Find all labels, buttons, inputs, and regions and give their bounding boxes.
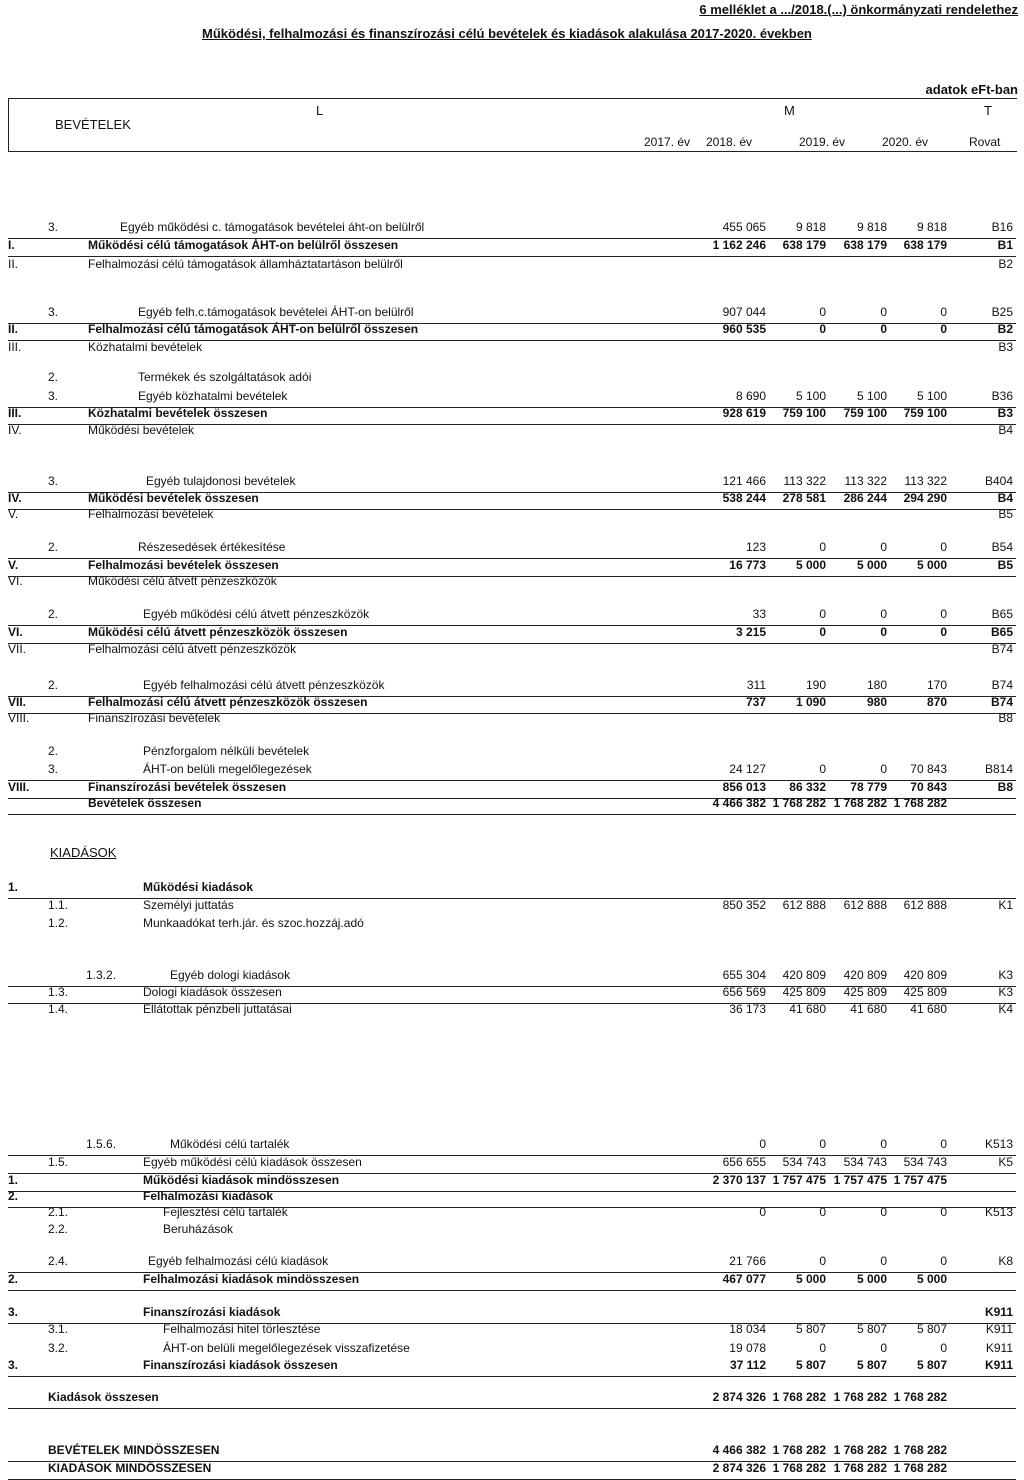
row-number: 2. [48, 678, 59, 692]
value-2019: 5 100 [856, 389, 887, 403]
value-2020: 70 843 [910, 762, 947, 776]
value-2018: 0 [819, 607, 826, 621]
value-2020: 5 000 [916, 558, 947, 572]
rovat-code: B8 [997, 780, 1013, 794]
value-2019: 113 322 [844, 474, 887, 488]
value-2020: 5 807 [916, 1322, 947, 1336]
row-label: Beruházások [163, 1222, 234, 1236]
rovat-code: B2 [997, 322, 1013, 336]
row-number: VI. [8, 574, 23, 588]
row-number: III. [8, 406, 22, 420]
row-number: 2. [8, 1272, 19, 1286]
value-2019: 612 888 [843, 898, 887, 912]
value-2019: 286 244 [843, 491, 887, 505]
row-number: 2. [48, 744, 59, 758]
rovat-code: B4 [997, 491, 1013, 505]
row-label: Dologi kiadások összesen [143, 985, 282, 999]
table-row [8, 914, 1016, 934]
value-2018: 113 322 [783, 474, 826, 488]
value-2017: 0 [759, 1205, 766, 1219]
table-row [8, 1459, 1016, 1480]
rovat-code: B74 [991, 678, 1013, 692]
table-row [8, 1220, 1016, 1240]
row-number: 1. [8, 880, 19, 894]
row-number: II. [8, 322, 19, 336]
value-2017: 19 078 [729, 1341, 766, 1355]
value-2020: 170 [926, 678, 947, 692]
row-number: 1. [8, 1173, 19, 1187]
row-label: Pénzforgalom nélküli bevételek [143, 744, 310, 758]
value-2020: 0 [940, 1254, 947, 1268]
row-label: Felhalmozási célú átvett pénzeszközök [88, 642, 297, 656]
row-label: Működési bevételek összesen [88, 491, 259, 505]
value-2017: 36 173 [729, 1002, 766, 1016]
row-label: Egyéb közhatalmi bevételek [138, 389, 288, 403]
value-2019: 1 757 475 [833, 1173, 887, 1187]
row-label: Finanszírozási kiadások [143, 1305, 281, 1319]
value-2020: 759 100 [903, 406, 947, 420]
value-2020: 0 [940, 1137, 947, 1151]
value-2017: 656 569 [722, 985, 766, 999]
value-2017: 0 [759, 1137, 766, 1151]
rovat-code: K3 [998, 968, 1013, 982]
rovat-code: K4 [998, 1002, 1013, 1016]
value-2019: 5 807 [856, 1358, 887, 1372]
rovat-code: B36 [991, 389, 1013, 403]
rovat-code: B8 [998, 711, 1013, 725]
table-row [8, 640, 1016, 660]
value-2019: 5 000 [856, 558, 887, 572]
value-2020: 0 [940, 625, 947, 639]
value-2020: 425 809 [903, 985, 947, 999]
value-2020: 5 807 [916, 1358, 947, 1372]
row-label: Felhalmozási hitel törlesztése [163, 1322, 321, 1336]
value-2017: 4 466 382 [712, 1443, 766, 1457]
row-label: Működési célú átvett pénzeszközök [88, 574, 277, 588]
value-2020: 534 743 [903, 1155, 947, 1169]
row-number: V. [8, 507, 19, 521]
value-2017: 8 690 [735, 389, 766, 403]
value-2018: 0 [819, 625, 826, 639]
value-2017: 2 370 137 [712, 1173, 766, 1187]
table-row [8, 1388, 1016, 1409]
row-number: 3. [48, 305, 59, 319]
value-2017: 538 244 [722, 491, 766, 505]
value-2017: 123 [745, 540, 766, 554]
row-number: VII. [8, 695, 27, 709]
rovat-code: B2 [998, 257, 1013, 271]
value-2019: 1 768 282 [833, 796, 887, 810]
row-number: 2.1. [48, 1205, 69, 1219]
rovat-code: B1 [997, 238, 1013, 252]
rovat-code: B5 [997, 558, 1013, 572]
value-2019: 0 [880, 1341, 887, 1355]
rovat-code: B404 [984, 474, 1013, 488]
value-2017: 2 874 326 [712, 1390, 766, 1404]
value-2019: 78 779 [850, 780, 887, 794]
value-2019: 0 [880, 1137, 887, 1151]
value-2019: 41 680 [850, 1002, 887, 1016]
row-label: Finanszírozási bevételek összesen [88, 780, 287, 794]
rovat-code: B25 [991, 305, 1013, 319]
value-2019: 0 [880, 1254, 887, 1268]
value-2020: 113 322 [904, 474, 947, 488]
rovat-code: B5 [998, 507, 1013, 521]
value-2019: 0 [880, 540, 887, 554]
value-2020: 1 757 475 [893, 1173, 947, 1187]
table-header [8, 98, 1017, 152]
row-label: Egyéb dologi kiadások [170, 968, 291, 982]
row-label: Finanszírozási kiadások összesen [143, 1358, 338, 1372]
col-2018: 2018. év [706, 135, 753, 149]
table-row [8, 505, 1016, 525]
row-label: Egyéb felhalmozási célú átvett pénzeszközök [143, 678, 385, 692]
value-2017: 655 304 [722, 968, 766, 982]
row-number: VIII. [8, 711, 30, 725]
value-2020: 1 768 282 [893, 1461, 947, 1475]
row-number: 3. [48, 220, 59, 234]
row-label: Működési bevételek [88, 423, 195, 437]
value-2020: 41 680 [910, 1002, 947, 1016]
table-row [8, 709, 1016, 729]
rovat-code: K911 [985, 1341, 1013, 1355]
rovat-code: B3 [998, 340, 1013, 354]
unit-label: adatok eFt-ban [925, 82, 1018, 97]
rovat-code: K5 [998, 1155, 1013, 1169]
value-2020: 294 290 [903, 491, 947, 505]
row-label: Egyéb működési c. támogatások bevételei áht-on belülről [120, 220, 425, 234]
rovat-code: K911 [985, 1322, 1013, 1336]
row-label: Egyéb működési célú átvett pénzeszközök [143, 607, 370, 621]
value-2017: 18 034 [729, 1322, 766, 1336]
row-number: 2.2. [48, 1222, 69, 1236]
row-label: Közhatalmi bevételek összesen [88, 406, 268, 420]
rovat-code: B16 [991, 220, 1013, 234]
row-label: Bevételek összesen [88, 796, 202, 810]
row-label: KIADÁSOK MINDÖSSZESEN [48, 1461, 212, 1475]
row-label: Közhatalmi bevételek [88, 340, 203, 354]
rovat-code: K1 [998, 898, 1013, 912]
header-letter-m: M [784, 103, 795, 118]
value-2020: 0 [940, 1341, 947, 1355]
row-number: 1.1. [48, 898, 69, 912]
row-label: Felhalmozási célú átvett pénzeszközök összesen [88, 695, 368, 709]
value-2017: 656 655 [722, 1155, 766, 1169]
row-label: Személyi juttatás [143, 898, 234, 912]
annex-reference: 6 melléklet a .../2018.(...) önkormányzati rendelethez [699, 2, 1018, 17]
header-letter-l: L [316, 103, 324, 118]
value-2017: 928 619 [722, 406, 766, 420]
row-number: V. [8, 558, 19, 572]
value-2019: 0 [880, 305, 887, 319]
row-number: I. [8, 238, 15, 252]
value-2018: 0 [819, 322, 826, 336]
row-number: 3.2. [48, 1341, 69, 1355]
value-2019: 1 768 282 [833, 1443, 887, 1457]
rovat-code: K911 [984, 1358, 1013, 1372]
value-2019: 638 179 [843, 238, 887, 252]
value-2018: 1 768 282 [772, 1390, 826, 1404]
value-2017: 2 874 326 [712, 1461, 766, 1475]
row-number: 3. [48, 762, 59, 776]
value-2017: 737 [745, 695, 766, 709]
row-number: 2. [48, 540, 59, 554]
col-2017: 2017. év [644, 135, 691, 149]
table-row [8, 338, 1016, 358]
row-label: Működési kiadások mindösszesen [143, 1173, 340, 1187]
value-2017: 856 013 [722, 780, 766, 794]
value-2018: 1 757 475 [772, 1173, 826, 1187]
value-2020: 0 [940, 305, 947, 319]
value-2018: 86 332 [789, 780, 826, 794]
value-2018: 5 100 [795, 389, 826, 403]
table-row [8, 1320, 1016, 1340]
value-2017: 16 773 [729, 558, 766, 572]
value-2018: 0 [819, 1341, 826, 1355]
value-2017: 907 044 [722, 305, 766, 319]
row-label: Egyéb felhalmozási célú kiadások [148, 1254, 329, 1268]
value-2018: 638 179 [782, 238, 826, 252]
row-number: IV. [8, 423, 22, 437]
row-label: Egyéb működési célú kiadások összesen [143, 1155, 362, 1169]
value-2018: 534 743 [782, 1155, 826, 1169]
rovat-code: B814 [984, 762, 1013, 776]
value-2018: 420 809 [782, 968, 826, 982]
table-row [8, 1000, 1016, 1020]
row-number: 1.3. [48, 985, 69, 999]
value-2020: 612 888 [903, 898, 947, 912]
value-2019: 534 743 [843, 1155, 887, 1169]
row-label: Működési kiadások [143, 880, 254, 894]
value-2017: 37 112 [729, 1358, 766, 1372]
value-2018: 1 768 282 [772, 1461, 826, 1475]
value-2018: 759 100 [782, 406, 826, 420]
table-row [8, 742, 1016, 762]
row-label: Részesedések értékesítése [138, 540, 286, 554]
row-label: Finanszírozási bevételek [88, 711, 221, 725]
value-2017: 3 215 [735, 625, 766, 639]
rovat-code: K513 [984, 1137, 1013, 1151]
row-label: Felhalmozási célú támogatások államháztatartáson belülről [88, 257, 403, 271]
value-2020: 70 843 [910, 780, 947, 794]
row-number: 3. [48, 474, 59, 488]
rovat-code: B3 [997, 406, 1013, 420]
value-2017: 24 127 [729, 762, 766, 776]
value-2018: 5 807 [795, 1322, 826, 1336]
value-2017: 467 077 [722, 1272, 766, 1286]
value-2020: 1 768 282 [893, 796, 947, 810]
value-2019: 9 818 [856, 220, 887, 234]
row-number: 1.3.2. [86, 968, 117, 982]
row-label: Egyéb felh.c.támogatások bevételei ÁHT-on belülről [138, 305, 414, 319]
col-2019: 2019. év [799, 135, 846, 149]
value-2019: 1 768 282 [833, 1461, 887, 1475]
table-row [8, 1270, 1016, 1291]
table-row [8, 368, 1016, 388]
value-2017: 311 [746, 678, 766, 692]
row-number: VII. [8, 642, 27, 656]
row-number: 3. [48, 389, 59, 403]
row-label: Kiadások összesen [48, 1390, 159, 1404]
value-2017: 455 065 [722, 220, 766, 234]
value-2018: 0 [819, 305, 826, 319]
value-2019: 980 [866, 695, 887, 709]
value-2018: 0 [819, 762, 826, 776]
value-2018: 1 768 282 [772, 1443, 826, 1457]
value-2018: 0 [819, 1137, 826, 1151]
value-2018: 0 [819, 540, 826, 554]
value-2020: 5 000 [916, 1272, 947, 1286]
value-2017: 850 352 [722, 898, 766, 912]
col-2020: 2020. év [882, 135, 929, 149]
value-2018: 5 000 [795, 558, 826, 572]
row-number: III. [8, 340, 22, 354]
revenues-heading: BEVÉTELEK [55, 117, 131, 132]
value-2020: 0 [940, 322, 947, 336]
rovat-code: B74 [991, 642, 1013, 656]
value-2017: 960 535 [722, 322, 766, 336]
expenses-heading: KIADÁSOK [50, 845, 117, 860]
value-2020: 0 [940, 1205, 947, 1219]
row-label: Működési célú tartalék [170, 1137, 290, 1151]
header-letter-t: T [984, 103, 992, 118]
row-label: BEVÉTELEK MINDÖSSZESEN [48, 1443, 220, 1457]
row-label: Felhalmozási kiadások [143, 1189, 274, 1203]
page-title: Működési, felhalmozási és finanszírozási célú bevételek és kiadások alakulása 2017-2020. években [202, 26, 812, 41]
row-label: Fejlesztési célú tartalék [163, 1205, 288, 1219]
row-number: 1.4. [48, 1002, 69, 1016]
row-number: 2. [48, 607, 59, 621]
value-2017: 121 466 [722, 474, 766, 488]
row-label: Termékek és szolgáltatások adói [138, 370, 312, 384]
value-2018: 1 090 [795, 695, 826, 709]
value-2018: 0 [819, 1205, 826, 1219]
value-2020: 0 [940, 540, 947, 554]
row-label: Munkaadókat terh.jár. és szoc.hozzáj.adó [143, 916, 364, 930]
value-2017: 4 466 382 [712, 796, 766, 810]
value-2020: 5 100 [916, 389, 947, 403]
row-number: 1.5.6. [86, 1137, 117, 1151]
value-2019: 0 [880, 625, 887, 639]
value-2019: 0 [880, 322, 887, 336]
row-number: 2. [8, 1189, 19, 1203]
value-2019: 0 [880, 1205, 887, 1219]
row-number: VI. [8, 625, 23, 639]
value-2018: 612 888 [782, 898, 826, 912]
row-label: Felhalmozási bevételek [88, 507, 214, 521]
value-2020: 0 [940, 607, 947, 621]
value-2019: 5 000 [856, 1272, 887, 1286]
rovat-code: B4 [998, 423, 1013, 437]
col-rovat: Rovat [969, 135, 1001, 149]
value-2019: 0 [880, 607, 887, 621]
row-number: 3. [8, 1305, 19, 1319]
table-row [8, 421, 1016, 441]
value-2020: 9 818 [916, 220, 947, 234]
rovat-code: K513 [984, 1205, 1013, 1219]
value-2020: 870 [926, 695, 947, 709]
row-label: Működési célú támogatások ÁHT-on belülről összesen [88, 238, 399, 252]
row-label: Felhalmozási kiadások mindösszesen [143, 1272, 360, 1286]
rovat-code: K8 [998, 1254, 1013, 1268]
table-row [8, 1356, 1016, 1377]
row-label: Működési célú átvett pénzeszközök összesen [88, 625, 348, 639]
rovat-code: B74 [990, 695, 1013, 709]
table-row [8, 572, 1016, 592]
value-2017: 1 162 246 [712, 238, 766, 252]
row-number: IV. [8, 491, 22, 505]
table-row [8, 896, 1016, 916]
row-number: 3.1. [48, 1322, 69, 1336]
row-number: II. [8, 257, 19, 271]
value-2018: 41 680 [789, 1002, 826, 1016]
rovat-code: K911 [984, 1305, 1013, 1319]
value-2017: 21 766 [729, 1254, 766, 1268]
value-2018: 5 807 [795, 1358, 826, 1372]
rovat-code: K3 [998, 985, 1013, 999]
value-2018: 5 000 [795, 1272, 826, 1286]
row-number: 1.2. [48, 916, 69, 930]
value-2018: 278 581 [782, 491, 826, 505]
table-row [8, 794, 1016, 815]
value-2019: 425 809 [843, 985, 887, 999]
row-label: Felhalmozási célú támogatások ÁHT-on belülről összesen [88, 322, 419, 336]
value-2020: 1 768 282 [893, 1390, 947, 1404]
value-2017: 33 [752, 607, 766, 621]
value-2019: 0 [880, 762, 887, 776]
value-2018: 190 [805, 678, 826, 692]
table-row [8, 236, 1016, 257]
value-2018: 1 768 282 [772, 796, 826, 810]
value-2020: 638 179 [903, 238, 947, 252]
table-row [8, 255, 1016, 275]
value-2019: 1 768 282 [833, 1390, 887, 1404]
row-number: 1.5. [48, 1155, 69, 1169]
value-2020: 420 809 [903, 968, 947, 982]
row-number: VIII. [8, 780, 30, 794]
row-number: 3. [8, 1358, 19, 1372]
value-2018: 9 818 [795, 220, 826, 234]
row-number: 2. [48, 370, 59, 384]
value-2020: 1 768 282 [893, 1443, 947, 1457]
rovat-code: B65 [990, 625, 1013, 639]
rovat-code: B65 [991, 607, 1013, 621]
value-2018: 0 [819, 1254, 826, 1268]
row-label: ÁHT-on belüli megelőlegezések visszafizetése [163, 1341, 410, 1355]
row-label: ÁHT-on belüli megelőlegezések [143, 762, 312, 776]
row-label: Felhalmozási bevételek összesen [88, 558, 279, 572]
value-2018: 425 809 [782, 985, 826, 999]
value-2019: 180 [866, 678, 887, 692]
row-label: Ellátottak pénzbeli juttatásai [143, 1002, 292, 1016]
rovat-code: B54 [991, 540, 1013, 554]
row-label: Egyéb tulajdonosi bevételek [146, 474, 296, 488]
value-2019: 759 100 [843, 406, 887, 420]
row-number: 2.4. [48, 1254, 69, 1268]
value-2019: 420 809 [843, 968, 887, 982]
value-2019: 5 807 [856, 1322, 887, 1336]
